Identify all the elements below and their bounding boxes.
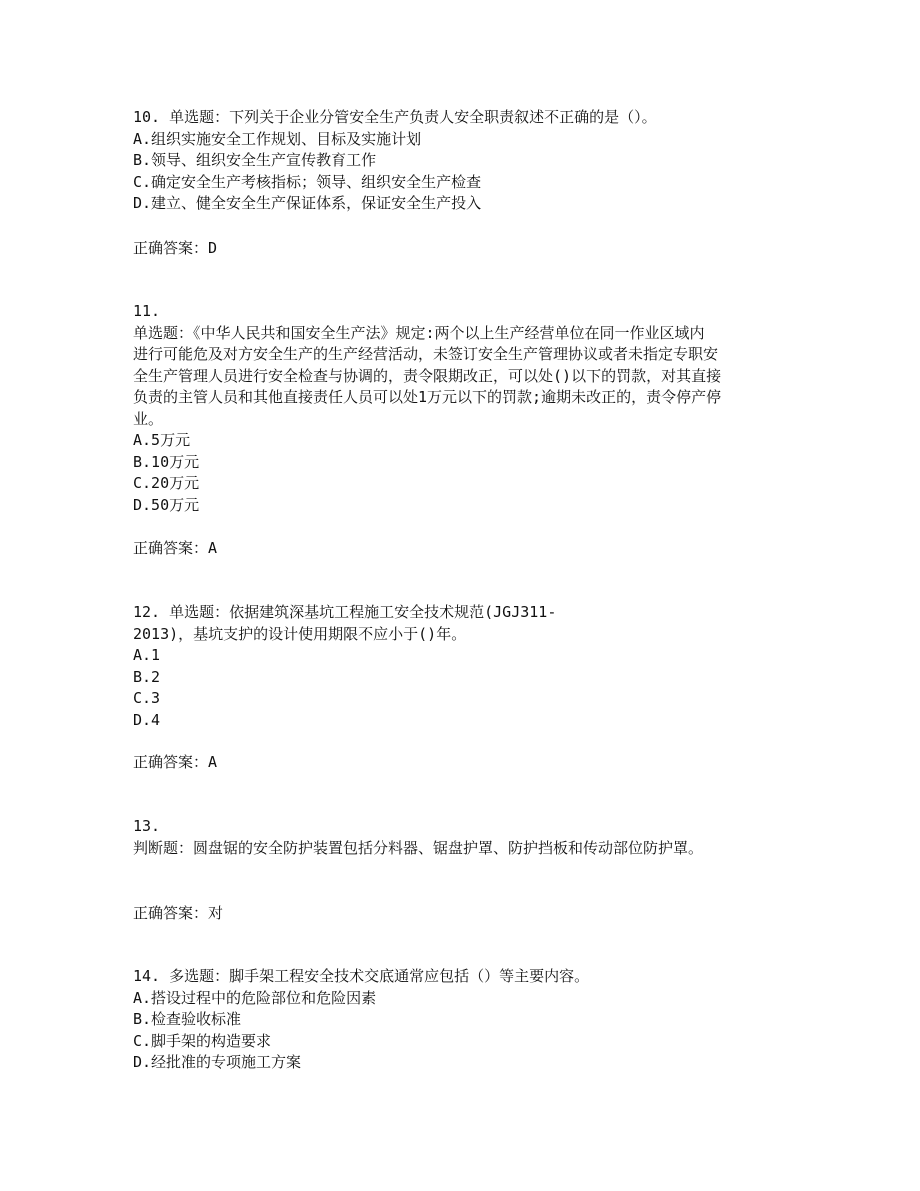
answer-label: 正确答案： bbox=[133, 753, 209, 771]
question-number: 13. bbox=[133, 817, 161, 835]
answer-label: 正确答案： bbox=[133, 904, 209, 922]
question-stem-line: 负责的主管人员和其他直接责任人员可以处1万元以下的罚款;逾期未改正的，责令停产停 bbox=[133, 388, 722, 406]
option-b: B.领导、组织安全生产宣传教育工作 bbox=[133, 151, 377, 169]
question-12 bbox=[133, 602, 793, 731]
answer-13 bbox=[133, 902, 223, 924]
option-c: C.3 bbox=[133, 689, 161, 707]
option-a: A.搭设过程中的危险部位和危险因素 bbox=[133, 988, 377, 1007]
option-d: D.50万元 bbox=[133, 495, 200, 514]
option-a: A.5万元 bbox=[133, 431, 191, 449]
question-number: 11. bbox=[133, 302, 161, 320]
option-b: B.2 bbox=[133, 667, 161, 686]
option-a: A.组织实施安全工作规划、目标及实施计划 bbox=[133, 129, 422, 148]
question-stem-line: 判断题：圆盘锯的安全防护装置包括分料器、锯盘护罩、防护挡板和传动部位防护罩。 bbox=[133, 838, 704, 857]
answer-value: 对 bbox=[208, 904, 224, 922]
answer-value: D bbox=[208, 239, 218, 257]
option-c: C.脚手架的构造要求 bbox=[133, 1031, 272, 1050]
option-c: C.确定安全生产考核指标；领导、组织安全生产检查 bbox=[133, 172, 482, 191]
question-stem-line: 全生产管理人员进行安全检查与协调的，责令限期改正，可以处()以下的罚款，对其直接 bbox=[133, 366, 722, 385]
option-d: D.4 bbox=[133, 710, 161, 729]
answer-value: A bbox=[208, 753, 218, 771]
answer-12 bbox=[133, 751, 217, 773]
question-stem-line: 14. 多选题：脚手架工程安全技术交底通常应包括（）等主要内容。 bbox=[133, 967, 590, 985]
question-stem-line: 单选题：《中华人民共和国安全生产法》规定:两个以上生产经营单位在同一作业区域内 bbox=[133, 323, 705, 342]
question-stem-line: 12. 单选题：依据建筑深基坑工程施工安全技术规范(JGJ311- bbox=[133, 603, 557, 621]
option-d: D.建立、健全安全生产保证体系，保证安全生产投入 bbox=[133, 194, 482, 212]
question-13 bbox=[133, 816, 793, 859]
question-stem-line: 2013)，基坑支护的设计使用期限不应小于()年。 bbox=[133, 624, 467, 643]
question-stem-line: 10. 单选题：下列关于企业分管安全生产负责人安全职责叙述不正确的是（）。 bbox=[133, 108, 657, 126]
question-stem-line: 进行可能危及对方安全生产的生产经营活动，未签订安全生产管理协议或者未指定专职安 bbox=[133, 345, 719, 363]
question-stem-line: 业。 bbox=[133, 409, 164, 428]
answer-label: 正确答案： bbox=[133, 239, 209, 257]
answer-11 bbox=[133, 537, 217, 559]
option-a: A.1 bbox=[133, 646, 161, 664]
answer-10 bbox=[133, 237, 217, 259]
question-10 bbox=[133, 107, 793, 215]
option-d: D.经批准的专项施工方案 bbox=[133, 1053, 302, 1071]
option-b: B.10万元 bbox=[133, 452, 200, 471]
question-14 bbox=[133, 966, 793, 1074]
question-11 bbox=[133, 301, 793, 516]
answer-value: A bbox=[208, 539, 218, 557]
answer-label: 正确答案： bbox=[133, 539, 209, 557]
option-b: B.检查验收标准 bbox=[133, 1010, 242, 1028]
option-c: C.20万元 bbox=[133, 474, 200, 492]
